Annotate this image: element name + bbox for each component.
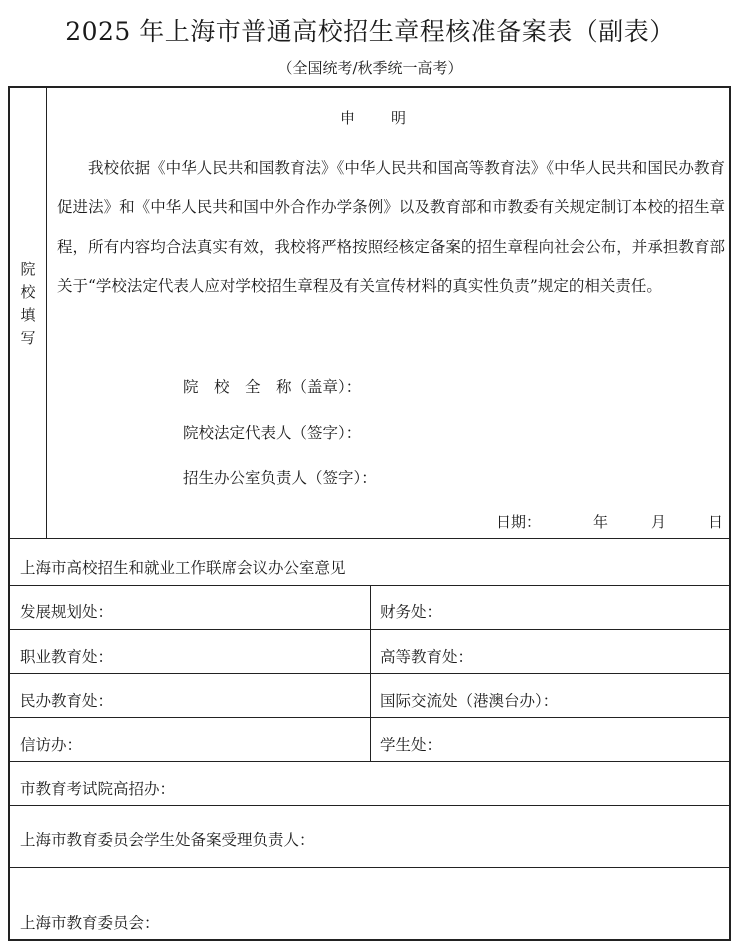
row-divider [10, 717, 729, 718]
intl-exchange-office: 国际交流处（港澳台办）： [380, 692, 559, 710]
declaration-heading: 申明 [340, 109, 443, 127]
exam-office: 市教育考试院高招办： [20, 780, 176, 798]
row-divider [10, 805, 729, 806]
petition-office: 信访办： [20, 736, 83, 754]
row-divider [10, 673, 729, 674]
signature-school-name: 院 校 全 称（盖章）： [183, 378, 362, 396]
form-subtitle: （全国统考/秋季统一高考） [277, 59, 463, 77]
row-divider [10, 629, 729, 630]
date-day: 日 [708, 513, 724, 531]
signature-legal-rep: 院校法定代表人（签字）： [183, 424, 362, 442]
office-opinion-label: 上海市高校招生和就业工作联席会议办公室意见 [20, 559, 346, 577]
row-divider [10, 867, 729, 868]
date-year: 年 [593, 513, 609, 531]
side-divider [46, 88, 47, 538]
side-label-cell [10, 88, 46, 539]
row-divider [10, 761, 729, 762]
date-label: 日期： [496, 513, 542, 531]
education-commission: 上海市教育委员会： [20, 914, 160, 932]
signature-admissions-head: 招生办公室负责人（签字）： [183, 469, 377, 487]
form-table [8, 86, 731, 941]
form-title: 2025 年上海市普通高校招生章程核准备案表（副表） [65, 17, 675, 46]
finance-office: 财务处： [380, 603, 443, 621]
filing-person: 上海市教育委员会学生处备案受理负责人： [20, 831, 315, 849]
student-affairs-office: 学生处： [380, 736, 443, 754]
date-month: 月 [651, 513, 667, 531]
section-divider [10, 538, 729, 539]
declaration-text: 我校依据《中华人民共和国教育法》《中华人民共和国高等教育法》《中华人民共和国民办教育促进法》和《中华人民共和国中外合作办学条例》以及教育部和市教委有关规定制订本校的招生章程，所有内容均合法真实有效，我校将严格按照经核定备案的招生章程向社会公布，并承担教育部关于“学校法定代表人应对学校招生章程及有关宣传材料的真实性负责”规定的相关责任。 [57, 159, 725, 295]
higher-ed-office: 高等教育处： [380, 648, 474, 666]
private-ed-office: 民办教育处： [20, 692, 114, 710]
vocational-office: 职业教育处： [20, 648, 114, 666]
planning-office: 发展规划处： [20, 603, 114, 621]
side-label: 院校填写 [20, 260, 36, 347]
